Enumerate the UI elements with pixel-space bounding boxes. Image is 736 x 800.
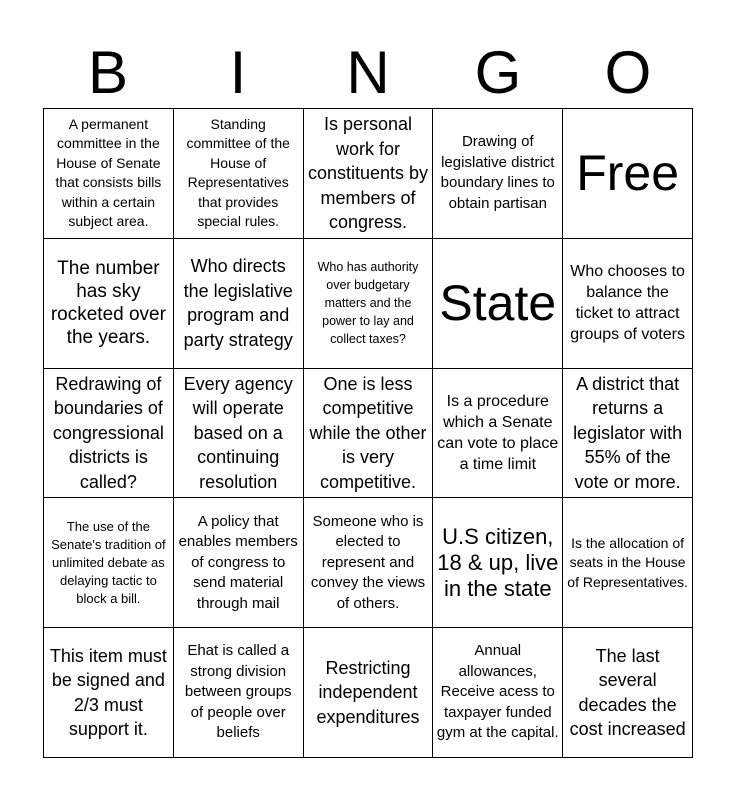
bingo-cell[interactable]: One is less competitive while the other is very competitive. (304, 369, 434, 499)
header-letter-g: G (474, 39, 522, 106)
bingo-cell[interactable]: Who directs the legislative program and party strategy (174, 239, 304, 369)
bingo-cell[interactable]: Every agency will operate based on a continuing resolution (174, 369, 304, 499)
bingo-cell[interactable]: Restricting independent expenditures (304, 628, 434, 758)
bingo-cell[interactable]: The number has sky rocketed over the years. (44, 239, 174, 369)
bingo-cell[interactable]: The use of the Senate's tradition of unlimited debate as delaying tactic to block a bill. (44, 498, 174, 628)
bingo-cell[interactable]: This item must be signed and 2/3 must support it. (44, 628, 174, 758)
bingo-cell[interactable]: Someone who is elected to represent and convey the views of others. (304, 498, 434, 628)
bingo-cell[interactable]: Who has authority over budgetary matters and the power to lay and collect taxes? (304, 239, 434, 369)
free-cell[interactable]: Free (563, 109, 693, 239)
bingo-cell[interactable]: U.S citizen, 18 & up, live in the state (433, 498, 563, 628)
header-letter-n: N (346, 39, 390, 106)
bingo-cell[interactable]: Annual allowances, Receive acess to taxpayer funded gym at the capital. (433, 628, 563, 758)
bingo-cell[interactable]: A permanent committee in the House of Senate that consists bills within a certain subject area. (44, 109, 174, 239)
bingo-cell[interactable]: Ehat is called a strong division between groups of people over beliefs (174, 628, 304, 758)
bingo-cell[interactable]: Who chooses to balance the ticket to attract groups of voters (563, 239, 693, 369)
bingo-header (43, 38, 693, 108)
bingo-cell[interactable]: The last several decades the cost increased (563, 628, 693, 758)
bingo-cell[interactable]: A district that returns a legislator with 55% of the vote or more. (563, 369, 693, 499)
bingo-cell[interactable]: Standing committee of the House of Representatives that provides special rules. (174, 109, 304, 239)
header-letter-i: I (229, 39, 247, 106)
header-letter-b: B (87, 39, 129, 106)
bingo-cell[interactable]: A policy that enables members of congress to send material through mail (174, 498, 304, 628)
bingo-cell[interactable]: State (433, 239, 563, 369)
bingo-cell[interactable]: Is a procedure which a Senate can vote to place a time limit (433, 369, 563, 499)
bingo-cell[interactable]: Is personal work for constituents by members of congress. (304, 109, 434, 239)
bingo-grid (43, 108, 693, 758)
bingo-cell[interactable]: Drawing of legislative district boundary lines to obtain partisan (433, 109, 563, 239)
bingo-cell[interactable]: Is the allocation of seats in the House of Representatives. (563, 498, 693, 628)
header-letter-o: O (604, 39, 652, 106)
bingo-cell[interactable]: Redrawing of boundaries of congressional districts is called? (44, 369, 174, 499)
